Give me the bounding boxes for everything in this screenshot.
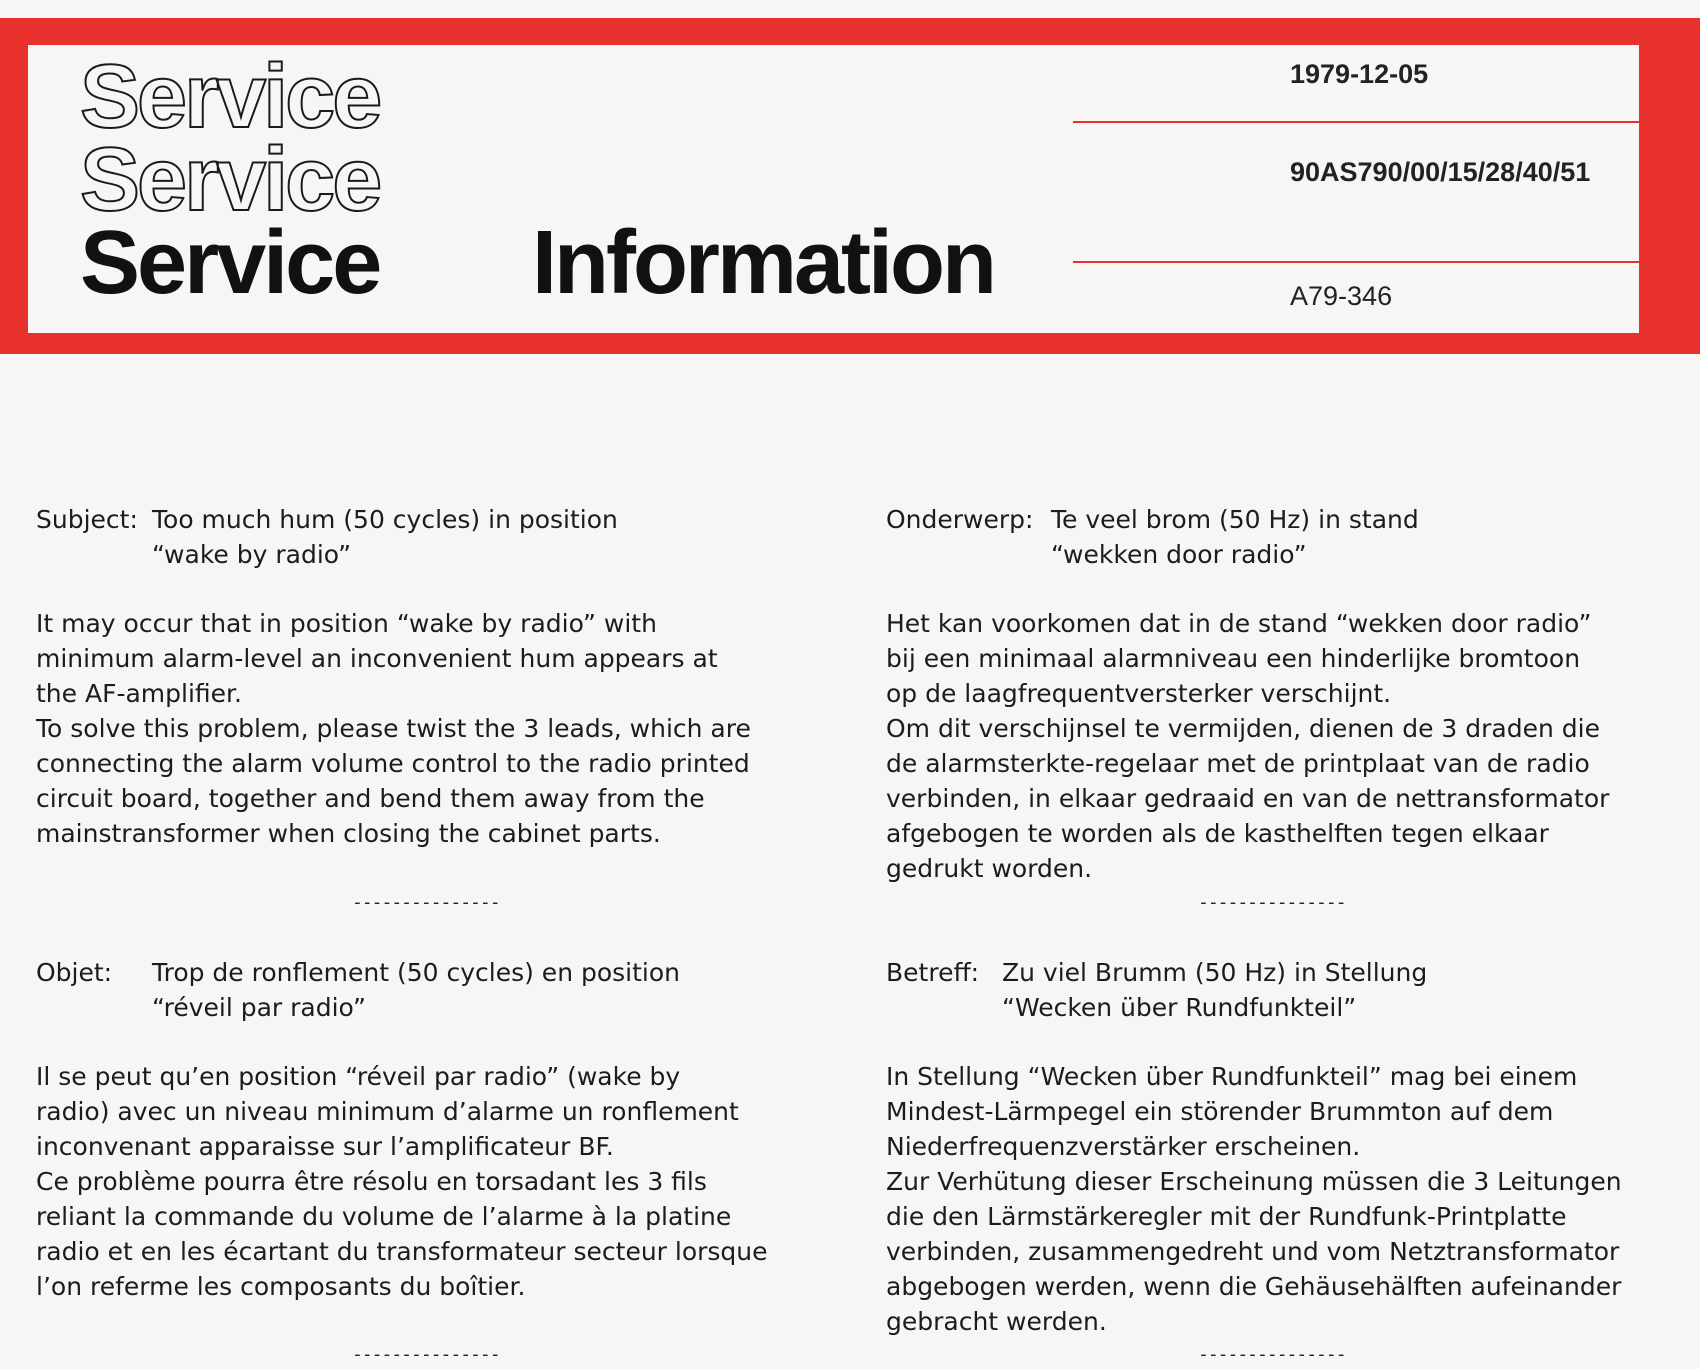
header-divider-1: [1073, 121, 1640, 123]
document-date: 1979-12-05: [1290, 59, 1429, 89]
subject-text: [152, 502, 796, 572]
subject-text: [1051, 502, 1646, 572]
subject-line-1: Too much hum (50 cycles) in position: [152, 505, 618, 534]
document-code: A79-346: [1290, 281, 1393, 311]
subject-line-1: Te veel brom (50 Hz) in stand: [1051, 505, 1419, 534]
section-dutch: [886, 502, 1646, 886]
subject-line-2: “réveil par radio”: [152, 993, 366, 1022]
subject-block: [886, 502, 1646, 572]
section-separator-nl: ---------------: [1198, 892, 1346, 913]
header-divider-2: [1073, 261, 1640, 263]
section-separator-fr: ---------------: [352, 1344, 500, 1365]
section-body: It may occur that in position “wake by radio” with minimum alarm-level an inconvenient hum appears at the AF-amplifier. To solve this problem, please twist the 3 leads, which are connecting the alarm volume control to the radio printed circuit board, together and bend them away from the mainstransformer when closing the cabinet parts.: [36, 609, 751, 848]
subject-label: Betreff:: [886, 958, 980, 987]
subject-block: [886, 955, 1646, 1025]
document-title: Information: [532, 213, 994, 313]
service-logo-solid: Service: [80, 213, 380, 313]
subject-block: [36, 502, 796, 572]
section-english: [36, 502, 796, 851]
section-french: [36, 955, 796, 1304]
subject-text: [152, 955, 796, 1025]
section-body: Het kan voorkomen dat in de stand “wekken door radio” bij een minimaal alarmniveau een hinderlijke bromtoon op de laagfrequentversterker verschijnt. Om dit verschijnsel te vermijden, dienen de 3 draden die de alarmsterkte-regelaar met de printplaat van de radio verbinden, in elkaar gedraaid en van de nettransformator afgebogen te worden als de kasthelften tegen elkaar gedrukt worden.: [886, 609, 1610, 883]
subject-block: [36, 955, 796, 1025]
section-body: Il se peut qu’en position “réveil par radio” (wake by radio) avec un niveau minimum d’alarme un ronflement inconvenant apparaisse sur l’amplificateur BF. Ce problème pourra être résolu en torsadant les 3 fils reliant la commande du volume de l’alarme à la platine radio et en les écartant du transformateur secteur lorsque l’on referme les composants du boîtier.: [36, 1062, 768, 1301]
subject-label: Subject:: [36, 505, 138, 534]
subject-label: Objet:: [36, 958, 113, 987]
service-logo-outline-1: Service: [80, 47, 380, 147]
section-german: [886, 955, 1646, 1339]
service-logo-outline-2: Service: [80, 130, 380, 230]
subject-line-1: Zu viel Brumm (50 Hz) in Stellung: [1002, 958, 1428, 987]
subject-line-2: “wake by radio”: [152, 540, 352, 569]
model-number: 90AS790/00/15/28/40/51: [1290, 157, 1591, 187]
section-separator-en: ---------------: [352, 892, 500, 913]
subject-label: Onderwerp:: [886, 505, 1034, 534]
subject-text: [1002, 955, 1646, 1025]
subject-line-1: Trop de ronflement (50 cycles) en position: [152, 958, 681, 987]
subject-line-2: “Wecken über Rundfunkteil”: [1002, 993, 1357, 1022]
section-separator-de: ---------------: [1198, 1344, 1346, 1365]
section-body: In Stellung “Wecken über Rundfunkteil” mag bei einem Mindest-Lärmpegel ein störender Brummton auf dem Niederfrequenzverstärker erscheinen. Zur Verhütung dieser Erscheinung müssen die 3 Leitungen die den Lärmstärkeregler mit der Rundfunk-Printplatte verbinden, zusammengedreht und vom Netztransformator abgebogen werden, wenn die Gehäusehälften aufeinander gebracht werden.: [886, 1062, 1622, 1336]
subject-line-2: “wekken door radio”: [1051, 540, 1307, 569]
